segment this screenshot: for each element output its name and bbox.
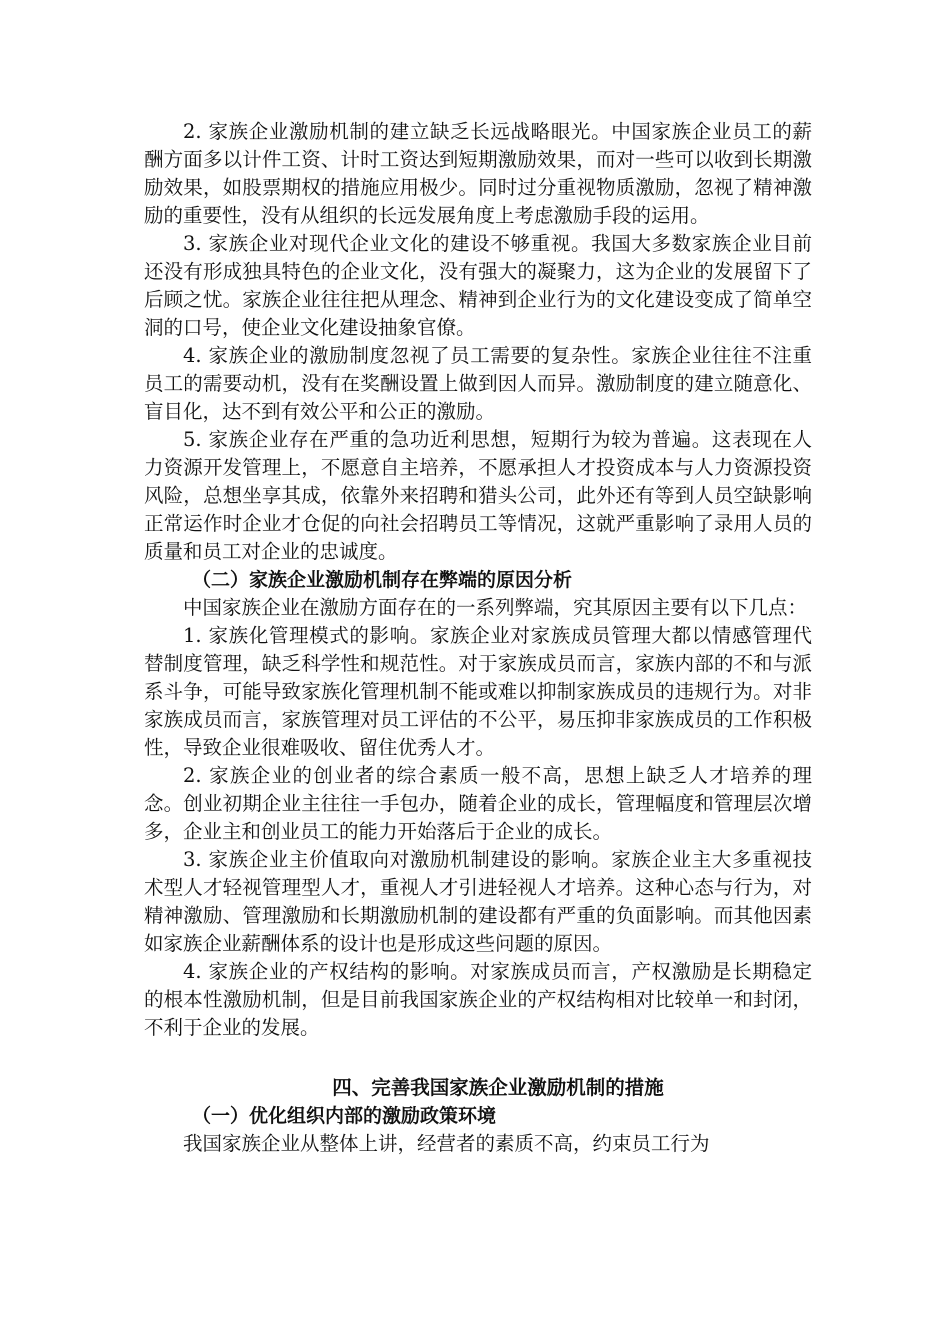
paragraph-cause-intro: 中国家族企业在激励方面存在的一系列弊端，究其原因主要有以下几点： — [183, 596, 808, 619]
paragraph-measures-intro: 我国家族企业从整体上讲，经营者的素质不高，约束员工行为 — [183, 1132, 710, 1155]
document-page — [144, 118, 812, 1158]
paragraph-point-3: 3. 家族企业对现代企业文化的建设不够重视。我国大多数家族企业目前还没有形成独具特色的企业文化，没有强大的凝聚力，这为企业的发展留下了后顾之忧。家族企业往往把从理念、精神到企业行为的文化建设变成了简单空洞的口号，使企业文化建设抽象官僚。 — [144, 232, 812, 339]
paragraph-point-5: 5. 家族企业存在严重的急功近利思想，短期行为较为普遍。这表现在人力资源开发管理上，不愿意自主培养，不愿承担人才投资成本与人力资源投资风险，总想坐享其成，依靠外来招聘和猎头公司，此外还有等到人员空缺影响正常运作时企业才仓促的向社会招聘员工等情况，这就严重影响了录用人员的质量和员工对企业的忠诚度。 — [144, 428, 812, 563]
chapter-title-measures: 四、完善我国家族企业激励机制的措施 — [332, 1076, 664, 1099]
paragraph-point-4: 4. 家族企业的激励制度忽视了员工需要的复杂性。家族企业往往不注重员工的需要动机，没有在奖酬设置上做到因人而异。激励制度的建立随意化、盲目化，达不到有效公平和公正的激励。 — [144, 344, 812, 423]
paragraph-cause-3: 3. 家族企业主价值取向对激励机制建设的影响。家族企业主大多重视技术型人才轻视管理型人才，重视人才引进轻视人才培养。这种心态与行为，对精神激励、管理激励和长期激励机制的建设都有严重的负面影响。而其他因素如家族企业薪酬体系的设计也是形成这些问题的原因。 — [144, 848, 812, 955]
section-heading-cause-analysis: （二）家族企业激励机制存在弊端的原因分析 — [192, 569, 573, 591]
paragraph-cause-4: 4. 家族企业的产权结构的影响。对家族成员而言，产权激励是长期稳定的根本性激励机制，但是目前我国家族企业的产权结构相对比较单一和封闭，不利于企业的发展。 — [144, 960, 812, 1039]
section-heading-optimize-policy: （一）优化组织内部的激励政策环境 — [192, 1105, 497, 1127]
paragraph-point-2: 2. 家族企业激励机制的建立缺乏长远战略眼光。中国家族企业员工的薪酬方面多以计件工资、计时工资达到短期激励效果，而对一些可以收到长期激励效果，如股票期权的措施应用极少。同时过分重视物质激励，忽视了精神激励的重要性，没有从组织的长远发展角度上考虑激励手段的运用。 — [144, 120, 812, 227]
paragraph-cause-1: 1. 家族化管理模式的影响。家族企业对家族成员管理大都以情感管理代替制度管理，缺乏科学性和规范性。对于家族成员而言，家族内部的不和与派系斗争，可能导致家族化管理机制不能或难以抑制家族成员的违规行为。对非家族成员而言，家族管理对员工评估的不公平，易压抑非家族成员的工作积极性，导致企业很难吸收、留住优秀人才。 — [144, 624, 812, 759]
paragraph-cause-2: 2. 家族企业的创业者的综合素质一般不高，思想上缺乏人才培养的理念。创业初期企业主往往一手包办，随着企业的成长，管理幅度和管理层次增多，企业主和创业员工的能力开始落后于企业的成长。 — [144, 764, 812, 843]
